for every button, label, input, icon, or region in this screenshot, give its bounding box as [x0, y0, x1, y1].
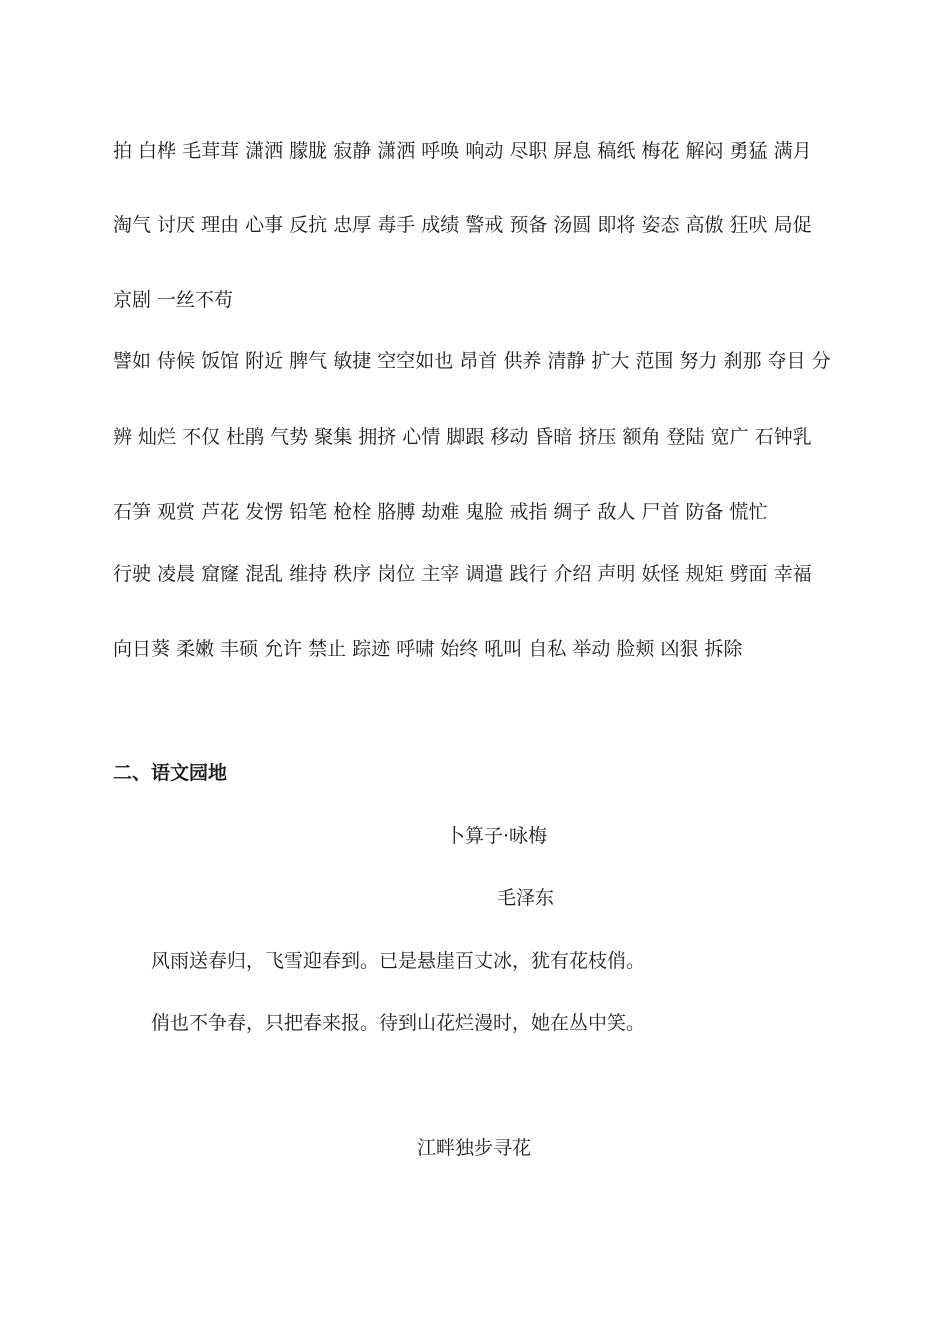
- poem1-line-2: 俏也不争春，只把春来报。待到山花烂漫时，她在丛中笑。: [151, 1012, 646, 1034]
- word-line-3: 京剧 一丝不苟: [113, 289, 234, 311]
- word-line-7: 行驶 凌晨 窟窿 混乱 维持 秩序 岗位 主宰 调遣 践行 介绍 声明 妖怪 规矩 劈面 幸福: [113, 563, 812, 585]
- poem2-title: 江畔独步寻花: [417, 1137, 532, 1159]
- word-line-6: 石笋 观赏 芦花 发愣 铅笔 枪栓 胳膊 劫难 鬼脸 戒指 绸子 敌人 尸首 防备 慌忙: [113, 501, 768, 523]
- word-line-1: 拍 白桦 毛茸茸 潇洒 朦胧 寂静 潇洒 呼唤 响动 尽职 屏息 稿纸 梅花 解闷 勇猛 满月: [113, 140, 812, 162]
- word-line-4: 譬如 侍候 饭馆 附近 脾气 敏捷 空空如也 昂首 供养 清静 扩大 范围 努力 刹那 夺目 分: [113, 350, 831, 372]
- poem1-line-1: 风雨送春归，飞雪迎春到。已是悬崖百丈冰，犹有花枝俏。: [151, 950, 646, 972]
- word-line-2: 淘气 讨厌 理由 心事 反抗 忠厚 毒手 成绩 警戒 预备 汤圆 即将 姿态 高傲 狂吠 局促: [113, 214, 812, 236]
- word-line-8: 向日葵 柔嫩 丰硕 允许 禁止 踪迹 呼啸 始终 吼叫 自私 举动 脸颊 凶狠 拆除: [113, 638, 743, 660]
- poem1-author: 毛泽东: [497, 887, 555, 909]
- poem1-title: 卜算子·咏梅: [446, 825, 548, 847]
- word-line-5: 辨 灿烂 不仅 杜鹃 气势 聚集 拥挤 心情 脚跟 移动 昏暗 挤压 额角 登陆 宽广 石钟乳: [113, 426, 812, 448]
- section-heading: 二、语文园地: [113, 762, 228, 784]
